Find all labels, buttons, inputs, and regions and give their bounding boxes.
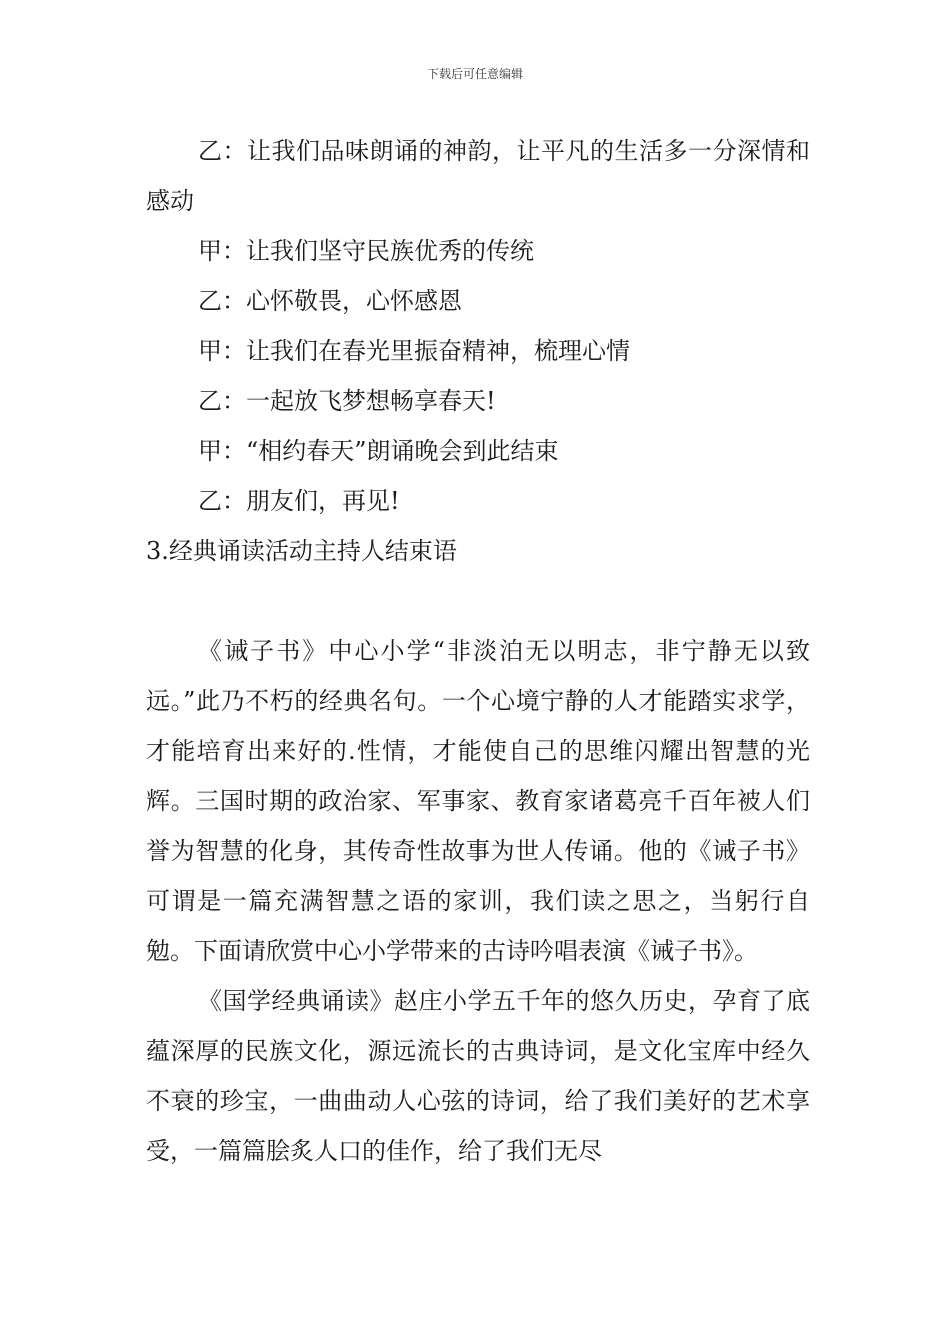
body-paragraph: 《国学经典诵读》赵庄小学五千年的悠久历史，孕育了底蕴深厚的民族文化，源远流长的古典诗词，是文化宝库中经久不衰的珍宝，一曲曲动人心弦的诗词，给了我们美好的艺术享受，一篇篇脍炙人口的佳作，给了我们无尽	[146, 987, 810, 1165]
spacer	[146, 576, 810, 626]
body-paragraph: 《诫子书》中心小学“非淡泊无以明志，非宁静无以致远。”此乃不朽的经典名句。一个心境宁静的人才能踏实求学，才能培育出来好的.性情，才能使自己的思维闪耀出智慧的光辉。三国时期的政治家、军事家、教育家诸葛亮千百年被人们誉为智慧的化身，其传奇性故事为世人传诵。他的《诫子书》可谓是一篇充满智慧之语的家训，我们读之思之，当躬行自勉。下面请欣赏中心小学带来的古诗吟唱表演《诫子书》。	[146, 637, 810, 965]
dialogue-line: 乙：朋友们，再见!	[198, 487, 400, 515]
document-body	[146, 126, 810, 1176]
dialogue-line: 甲：“相约春天”朗诵晚会到此结束	[198, 437, 559, 465]
dialogue-line: 甲：让我们在春光里振奋精神，梳理心情	[198, 337, 630, 365]
dialogue-line: 乙：心怀敬畏，心怀感恩	[198, 287, 462, 315]
dialogue-line: 甲：让我们坚守民族优秀的传统	[198, 237, 534, 265]
page-header: 下载后可任意编辑	[426, 67, 523, 81]
dialogue-line: 乙：让我们品味朗诵的神韵，让平凡的生活多一分深情和感动	[146, 137, 810, 215]
dialogue-line: 乙：一起放飞梦想畅享春天!	[198, 387, 496, 415]
section-heading: 3.经典诵读活动主持人结束语	[146, 537, 457, 565]
